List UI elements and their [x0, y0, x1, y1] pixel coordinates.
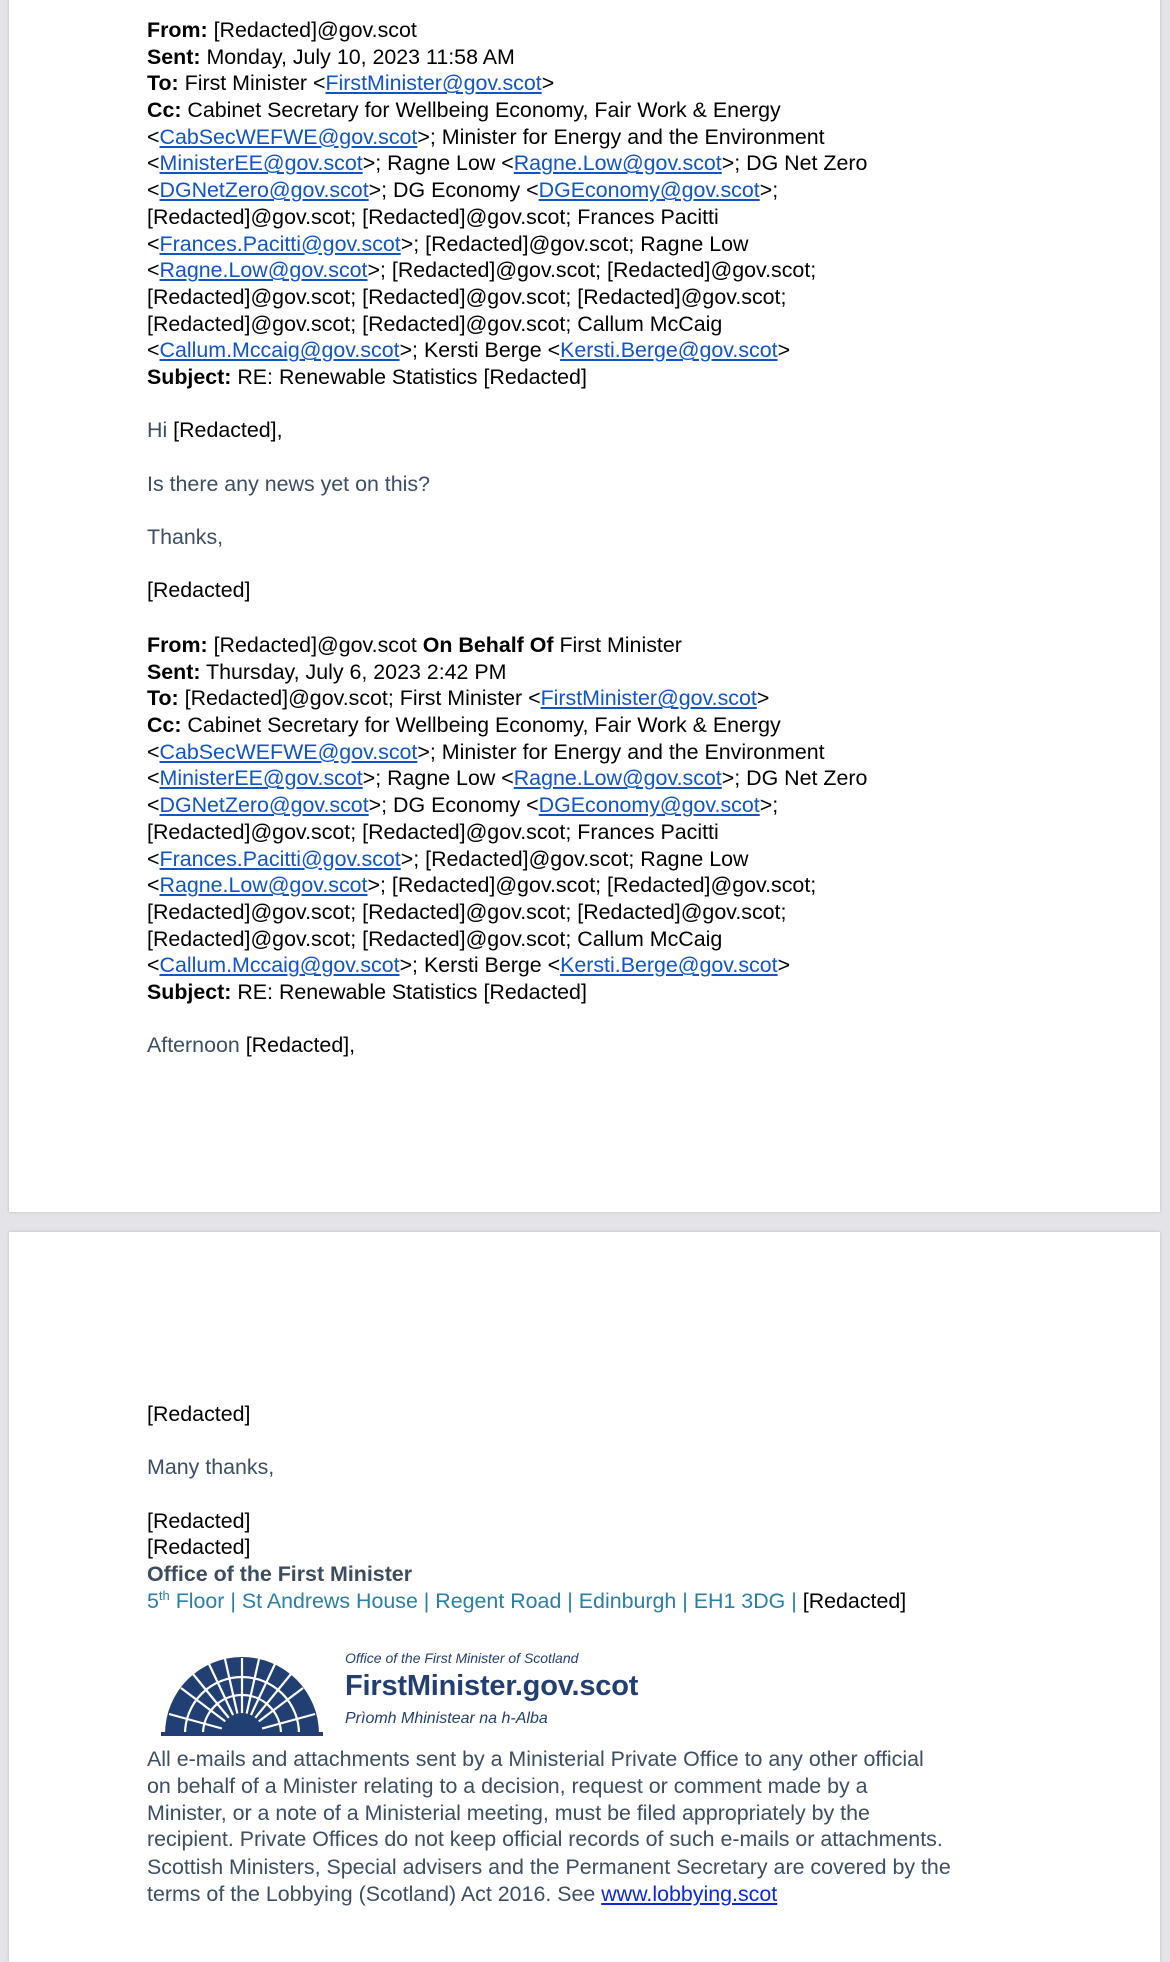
bracket: > [541, 71, 555, 96]
logo-wordmark: FirstMinister.gov.scot [345, 1670, 639, 1702]
subject-label: Subject: [147, 364, 232, 389]
cc-text: > [777, 953, 791, 978]
cc-email-link[interactable]: MinisterEE@gov.scot [159, 766, 363, 791]
from-value: [Redacted]@gov.scot [213, 18, 417, 42]
from-label: From: [147, 633, 208, 657]
cc-text: >; Minister for Energy and the Environment [417, 124, 825, 149]
sent-label: Sent: [147, 659, 201, 684]
bracket: > [756, 686, 770, 711]
lobbying-line [147, 1881, 1047, 1908]
cc-email-link[interactable]: Kersti.Berge@gov.scot [560, 338, 778, 363]
office-name: Office of the First Minister [147, 1562, 413, 1587]
cc-text: >; [759, 793, 779, 818]
address-floor-suffix: th [158, 1587, 170, 1603]
email-2-continued [147, 1401, 1047, 1615]
cc-text: >; [Redacted]@gov.scot; [Redacted]@gov.scot; [367, 873, 817, 898]
cc-line [147, 739, 1047, 766]
email-1-subject [147, 364, 1047, 391]
first-minister-logo [157, 1650, 677, 1750]
subject-value: RE: Renewable Statistics [Redacted] [237, 364, 587, 389]
cc-email-link[interactable]: Callum.Mccaig@gov.scot [159, 953, 400, 978]
cc-email-link[interactable]: Ragne.Low@gov.scot [159, 258, 368, 283]
cc-text: >; Kersti Berge < [399, 338, 561, 363]
cc-label: Cc: [147, 98, 182, 123]
cc-text: >; DG Economy < [368, 793, 539, 818]
sent-value: Thursday, July 6, 2023 2:42 PM [206, 659, 507, 684]
disclaimer-line: on behalf of a Minister relating to a decision, request or comment made by a [147, 1773, 868, 1798]
logo-gaelic: Prìomh Mhinistear na h-Alba [345, 1710, 548, 1727]
cc-text: >; [Redacted]@gov.scot; Ragne Low [400, 846, 749, 871]
cc-text: >; Ragne Low < [362, 766, 514, 791]
cc-email-link[interactable]: DGEconomy@gov.scot [538, 793, 760, 818]
cc-email-link[interactable]: CabSecWEFWE@gov.scot [159, 739, 418, 764]
office-address [147, 1588, 1047, 1615]
on-behalf-value: First Minister [559, 633, 682, 657]
sent-label: Sent: [147, 44, 201, 69]
email-1-greeting [147, 417, 1047, 444]
cc-text: >; [759, 178, 779, 203]
document-page-2 [9, 1232, 1160, 1962]
address-text: Floor | St Andrews House | Regent Road | Edinburgh | EH1 3DG | [169, 1588, 797, 1613]
cc-text: >; Minister for Energy and the Environment [417, 739, 825, 764]
cc-email-link[interactable]: MinisterEE@gov.scot [159, 151, 363, 176]
document-page-1 [9, 0, 1160, 1212]
cc-email-link[interactable]: Ragne.Low@gov.scot [513, 766, 722, 791]
cc-line [147, 284, 1047, 311]
to-name: First Minister < [184, 71, 326, 96]
cc-text: [Redacted]@gov.scot; [Redacted]@gov.scot; [Redacted]@gov.scot; [147, 284, 787, 309]
bracket: < [147, 846, 160, 871]
cc-line [147, 311, 1047, 338]
disclaimer [147, 1746, 1047, 1853]
cc-line [147, 899, 1047, 926]
bracket: < [147, 124, 160, 149]
to-label: To: [147, 686, 179, 711]
greeting-word: Afternoon [147, 1033, 240, 1058]
greeting-word: Hi [147, 418, 168, 443]
cc-email-link[interactable]: Frances.Pacitti@gov.scot [159, 231, 401, 256]
cc-email-link[interactable]: DGEconomy@gov.scot [538, 178, 760, 203]
bracket: < [147, 338, 160, 363]
cc-text: > [777, 338, 791, 363]
to-name: [Redacted]@gov.scot; First Minister < [184, 686, 541, 711]
email-1-from [147, 17, 1047, 44]
subject-label: Subject: [147, 979, 232, 1004]
cc-email-link[interactable]: Kersti.Berge@gov.scot [560, 953, 778, 978]
disclaimer-line: All e-mails and attachments sent by a Ministerial Private Office to any other official [147, 1747, 924, 1771]
logo-tagline: Office of the First Minister of Scotland [345, 1650, 579, 1666]
email-1-cc [147, 97, 1047, 124]
cc-email-link[interactable]: Ragne.Low@gov.scot [513, 151, 722, 176]
cc-line [147, 792, 1047, 819]
cc-line [147, 337, 1047, 364]
cc-email-link[interactable]: Callum.Mccaig@gov.scot [159, 338, 400, 363]
cc-text: >; [Redacted]@gov.scot; [Redacted]@gov.scot; [367, 258, 817, 283]
bracket: < [147, 231, 160, 256]
email-2-from [147, 632, 1047, 659]
cc-line [147, 231, 1047, 258]
bracket: < [147, 793, 160, 818]
cc-text: >; [Redacted]@gov.scot; Ragne Low [400, 231, 749, 256]
from-value: [Redacted]@gov.scot [213, 633, 417, 657]
to-label: To: [147, 71, 179, 96]
cc-text: [Redacted]@gov.scot; [Redacted]@gov.scot; [Redacted]@gov.scot; [147, 899, 787, 924]
email-1 [147, 17, 1047, 604]
cc-email-link[interactable]: Frances.Pacitti@gov.scot [159, 846, 401, 871]
email-1-to [147, 70, 1047, 97]
cc-text: Cabinet Secretary for Wellbeing Economy, Fair Work & Energy [187, 98, 781, 123]
cc-line [147, 952, 1047, 979]
address-redacted: [Redacted] [802, 1588, 907, 1613]
bracket: < [147, 873, 160, 898]
lobbying-line: Scottish Ministers, Special advisers and the Permanent Secretary are covered by the [147, 1855, 951, 1879]
email-2-to [147, 685, 1047, 712]
to-email-link[interactable]: FirstMinister@gov.scot [540, 686, 757, 711]
cc-text: >; DG Net Zero [721, 151, 868, 176]
cc-line [147, 150, 1047, 177]
greeting-name: [Redacted], [173, 418, 283, 443]
cc-email-link[interactable]: DGNetZero@gov.scot [159, 793, 369, 818]
cc-text: [Redacted]@gov.scot; [Redacted]@gov.scot; Frances Pacitti [147, 204, 719, 229]
email-1-body: Is there any news yet on this? [147, 471, 430, 496]
cc-email-link[interactable]: CabSecWEFWE@gov.scot [159, 124, 418, 149]
cc-text: Cabinet Secretary for Wellbeing Economy, Fair Work & Energy [187, 713, 781, 738]
address-floor: 5 [147, 1588, 159, 1613]
disclaimer-line: recipient. Private Offices do not keep official records of such e-mails or attachments. [147, 1827, 943, 1852]
disclaimer-line: Minister, or a note of a Ministerial meeting, must be filed appropriately by the [147, 1800, 870, 1825]
bracket: < [147, 739, 160, 764]
cc-text: >; DG Economy < [368, 178, 539, 203]
to-email-link[interactable]: FirstMinister@gov.scot [325, 71, 542, 96]
email-1-thanks: Thanks, [147, 525, 224, 550]
cc-line [147, 926, 1047, 953]
email-2-greeting [147, 1032, 1047, 1059]
cc-text: >; DG Net Zero [721, 766, 868, 791]
cc-text: [Redacted]@gov.scot; [Redacted]@gov.scot; Callum McCaig [147, 926, 723, 951]
on-behalf-label: On Behalf Of [422, 633, 554, 657]
cc-line [147, 872, 1047, 899]
cc-line [147, 204, 1047, 231]
cc-line [147, 846, 1047, 873]
bracket: < [147, 766, 160, 791]
email-2-subject [147, 979, 1047, 1006]
email-2-sent [147, 659, 1047, 686]
cc-line [147, 765, 1047, 792]
email-2-body: [Redacted] [147, 1402, 251, 1426]
from-label: From: [147, 18, 208, 42]
cc-text: [Redacted]@gov.scot; [Redacted]@gov.scot; Frances Pacitti [147, 819, 719, 844]
cc-text: [Redacted]@gov.scot; [Redacted]@gov.scot; Callum McCaig [147, 311, 723, 336]
cc-line [147, 257, 1047, 284]
lobbying-notice [147, 1854, 1047, 1908]
subject-value: RE: Renewable Statistics [Redacted] [237, 979, 587, 1004]
cc-label: Cc: [147, 713, 182, 738]
bracket: < [147, 953, 160, 978]
bracket: < [147, 151, 160, 176]
sent-value: Monday, July 10, 2023 11:58 AM [206, 44, 515, 69]
bracket: < [147, 258, 160, 283]
signature-name: [Redacted] [147, 1508, 251, 1533]
cc-line [147, 124, 1047, 151]
saltire-fan-logo-icon [157, 1654, 327, 1736]
cc-email-link[interactable]: DGNetZero@gov.scot [159, 178, 369, 203]
greeting-name: [Redacted], [245, 1033, 356, 1058]
cc-email-link[interactable]: Ragne.Low@gov.scot [159, 873, 368, 898]
lobbying-website-link[interactable]: www.lobbying.scot [601, 1881, 778, 1906]
email-1-signoff: [Redacted] [147, 578, 251, 603]
cc-text: >; Ragne Low < [362, 151, 514, 176]
cc-text: >; Kersti Berge < [399, 953, 561, 978]
many-thanks: Many thanks, [147, 1455, 275, 1480]
cc-line [147, 819, 1047, 846]
email-2-cc [147, 712, 1047, 739]
bracket: < [147, 178, 160, 203]
email-2 [147, 632, 1047, 1059]
email-1-sent [147, 44, 1047, 71]
signature-title: [Redacted] [147, 1535, 251, 1560]
cc-line [147, 177, 1047, 204]
lobbying-text: terms of the Lobbying (Scotland) Act 2016. See [147, 1881, 602, 1906]
